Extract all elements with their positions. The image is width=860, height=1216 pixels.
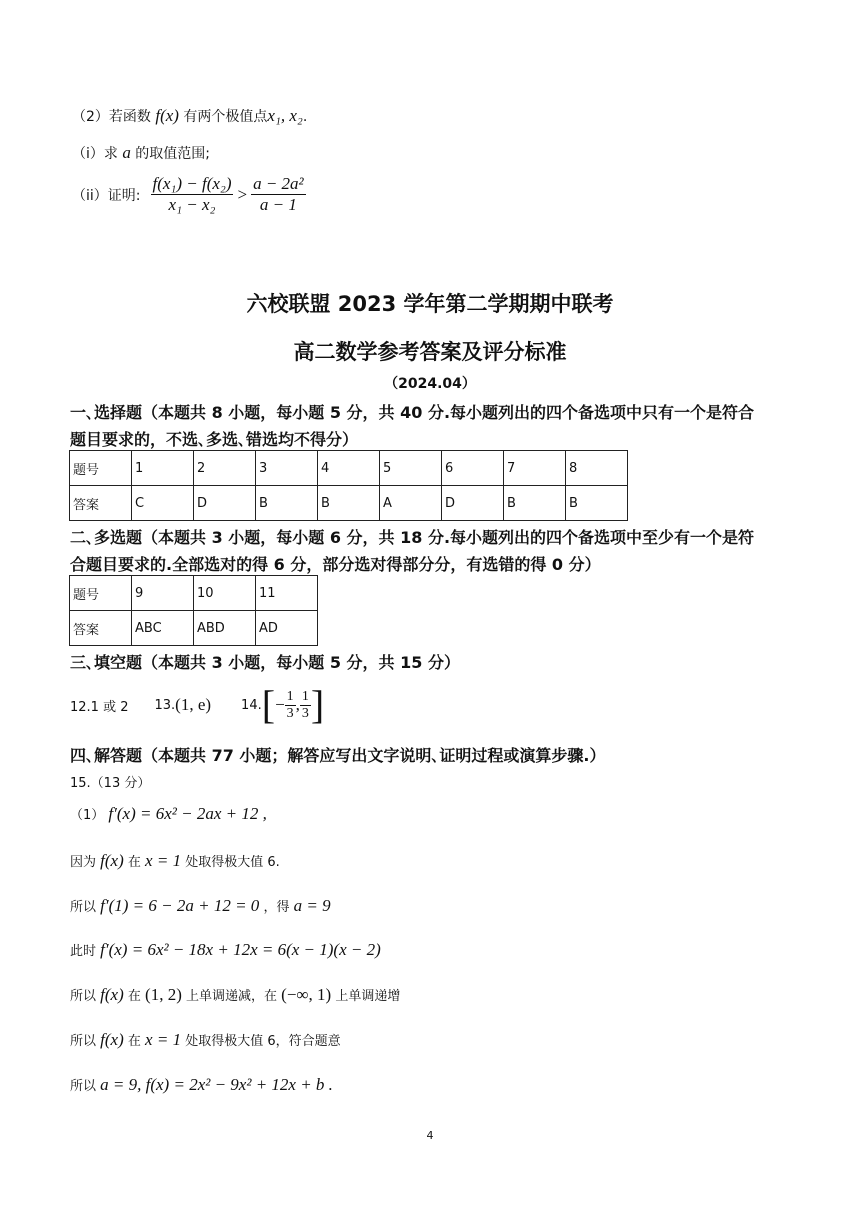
fill-in-answers xyxy=(70,683,324,727)
section2-heading-line1: 二､多选题（本题共 3 小题，每小题 6 分，共 18 分.每小题列出的四个备选项中至少有一个是符 xyxy=(70,528,755,547)
solution-line-5 xyxy=(70,985,400,1005)
solution-line-2 xyxy=(70,851,280,871)
row-label: 题号 xyxy=(70,576,132,611)
rhs-numerator: a − 2a² xyxy=(253,174,304,193)
comma: , xyxy=(295,695,300,714)
section4-heading: 四､解答题（本题共 77 小题；解答应写出文字说明､证明过程或演算步骤.） xyxy=(70,746,606,765)
fraction-2 xyxy=(300,689,311,722)
math-expr: (−∞, 1) xyxy=(281,985,332,1004)
math-expr: f(x) xyxy=(100,851,124,870)
numerator: 1 xyxy=(301,688,309,704)
doc-title: 六校联盟 2023 学年第二学期期中联考 xyxy=(246,292,614,316)
table-cell: B xyxy=(504,486,566,521)
q2-intro: 若函数 xyxy=(108,109,151,125)
lhs-denominator: x₁ − x₂ xyxy=(168,195,216,214)
table-cell: B xyxy=(256,486,318,521)
table-cell: B xyxy=(566,486,628,521)
table-cell: D xyxy=(194,486,256,521)
part-ii-label: （ii） xyxy=(72,187,108,204)
table-cell: 7 xyxy=(504,451,566,486)
math-expr: x = 1 xyxy=(145,851,182,870)
text: 所以 xyxy=(70,989,97,1004)
answer-13-label: 13. xyxy=(154,697,176,713)
math-expr: (1, 2) xyxy=(145,985,182,1004)
rhs-denominator: a − 1 xyxy=(259,195,297,214)
left-bracket-icon: [ xyxy=(261,682,276,727)
math-expr: a = 9 xyxy=(293,896,331,915)
answer-14-label: 14. xyxy=(241,697,262,713)
page-number: 4 xyxy=(426,1129,434,1142)
math-a: a xyxy=(122,143,131,162)
q2-mid: 有两个极值点 xyxy=(183,109,268,125)
fraction-1 xyxy=(285,689,296,722)
text: 因为 xyxy=(70,855,97,870)
section2-answer-table xyxy=(69,575,318,646)
text: 上单调递增 xyxy=(335,989,401,1004)
table-cell: D xyxy=(442,486,504,521)
text: 所以 xyxy=(70,1079,97,1094)
math-expr: f′(x) = 6x² − 2ax + 12 , xyxy=(108,804,267,823)
step-label: （1） xyxy=(70,808,105,823)
table-cell: ABD xyxy=(194,611,256,646)
denominator: 3 xyxy=(286,705,294,721)
table-cell: ABC xyxy=(132,611,194,646)
text: 在 xyxy=(127,989,141,1004)
section3-heading: 三､填空题（本题共 3 小题，每小题 5 分，共 15 分） xyxy=(70,653,460,672)
doc-subtitle: 高二数学参考答案及评分标准 xyxy=(293,340,567,364)
numerator: 1 xyxy=(286,688,294,704)
math-expr: x = 1 xyxy=(145,1030,182,1049)
text: 所以 xyxy=(70,1034,97,1049)
right-bracket-icon: ] xyxy=(310,682,325,727)
math-expr: f(x) xyxy=(100,1030,124,1049)
text: 在 xyxy=(127,1034,141,1049)
table-cell: 10 xyxy=(194,576,256,611)
minus-sign: − xyxy=(275,695,285,714)
table-cell: 2 xyxy=(194,451,256,486)
table-cell: 6 xyxy=(442,451,504,486)
table-row xyxy=(70,451,628,486)
q2-end: . xyxy=(302,109,308,125)
math-expr: f(x) xyxy=(100,985,124,1004)
math-expr: a = 9, f(x) = 2x² − 9x² + 12x + b . xyxy=(100,1075,333,1094)
q2-line xyxy=(72,106,307,126)
table-cell: 1 xyxy=(132,451,194,486)
section1-answer-table xyxy=(69,450,628,521)
math-fx: f(x) xyxy=(155,106,179,125)
part-label: （2） xyxy=(72,109,109,125)
solution-line-3 xyxy=(70,896,331,916)
table-cell: 4 xyxy=(318,451,380,486)
greater-than: > xyxy=(237,184,248,204)
row-label: 题号 xyxy=(70,451,132,486)
section2-heading-line2: 合题目要求的.全部选对的得 6 分，部分选对得部分分，有选错的得 0 分） xyxy=(70,555,601,574)
doc-date: （2024.04） xyxy=(384,376,476,392)
q2-ii-line xyxy=(72,174,306,215)
q2-i-text1: 求 xyxy=(103,146,118,162)
rhs-fraction xyxy=(251,174,306,215)
lhs-numerator: f(x₁) − f(x₂) xyxy=(152,174,232,193)
part-i-label: （i） xyxy=(72,146,104,162)
text: 此时 xyxy=(70,944,97,959)
row-label: 答案 xyxy=(70,611,132,646)
solution-line-1 xyxy=(70,804,267,824)
answer-12: 12.1 或 2 xyxy=(70,699,129,715)
table-cell: 11 xyxy=(256,576,318,611)
q2-ii-text: 证明: xyxy=(107,187,141,204)
text: 处取得极大值 6. xyxy=(185,855,280,870)
question-15-header: 15.（13 分） xyxy=(70,776,151,791)
solution-line-6 xyxy=(70,1030,341,1050)
section1-heading-line1: 一､选择题（本题共 8 小题，每小题 5 分，共 40 分.每小题列出的四个备选项中只有一个是符合 xyxy=(70,403,755,422)
answer-13: (1, e) xyxy=(175,695,212,714)
table-cell: 9 xyxy=(132,576,194,611)
text: 所以 xyxy=(70,900,97,915)
solution-line-4 xyxy=(70,940,381,960)
q2-i-line xyxy=(72,143,210,163)
math-points: x₁, x₂ xyxy=(267,106,303,125)
text: 上单调递减，在 xyxy=(186,989,278,1004)
table-cell: C xyxy=(132,486,194,521)
table-row xyxy=(70,611,318,646)
text: 在 xyxy=(127,855,141,870)
solution-line-7 xyxy=(70,1075,333,1095)
table-cell: AD xyxy=(256,611,318,646)
table-cell: 8 xyxy=(566,451,628,486)
row-label: 答案 xyxy=(70,486,132,521)
denominator: 3 xyxy=(301,705,309,721)
table-row xyxy=(70,486,628,521)
text: ，得 xyxy=(263,900,290,915)
table-cell: B xyxy=(318,486,380,521)
q2-i-text2: 的取值范围; xyxy=(135,146,211,162)
table-cell: A xyxy=(380,486,442,521)
table-row xyxy=(70,576,318,611)
text: 处取得极大值 6，符合题意 xyxy=(185,1034,341,1049)
table-cell: 3 xyxy=(256,451,318,486)
math-expr: f′(1) = 6 − 2a + 12 = 0 xyxy=(100,896,260,915)
math-expr: f′(x) = 6x² − 18x + 12x = 6(x − 1)(x − 2) xyxy=(100,940,381,959)
table-cell: 5 xyxy=(380,451,442,486)
lhs-fraction xyxy=(151,174,234,215)
section1-heading-line2: 题目要求的，不选､多选､错选均不得分） xyxy=(70,430,359,449)
